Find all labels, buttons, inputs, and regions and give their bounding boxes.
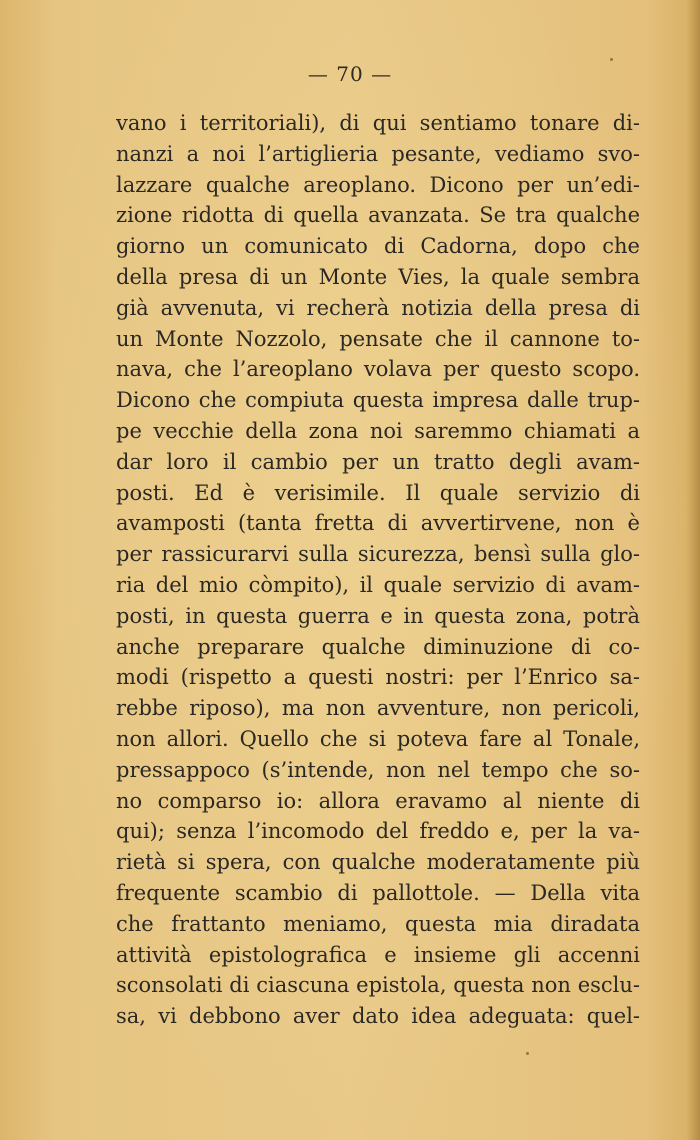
text-line: già avvenuta, vi recherà notizia della presa di — [116, 295, 640, 320]
text-line: un Monte Nozzolo, pensate che il cannone to- — [116, 326, 640, 351]
text-line: vano i territoriali), di qui sentiamo tonare di- — [116, 111, 640, 135]
text-line: dar loro il cambio per un tratto degli avam- — [116, 449, 640, 474]
paper-speck — [610, 58, 613, 61]
text-line: rebbe riposo), ma non avventure, non pericoli, — [116, 696, 640, 721]
text-line: giorno un comunicato di Cadorna, dopo che — [116, 234, 640, 259]
text-line: modi (rispetto a questi nostri: per l’Enrico sa- — [116, 665, 640, 690]
text-line: nanzi a noi l’artiglieria pesante, vediamo svo- — [116, 141, 640, 166]
text-line: della presa di un Monte Vies, la quale sembra — [116, 264, 640, 289]
text-line: Dicono che compiuta questa impresa dalle trup- — [116, 388, 640, 413]
text-line: pressappoco (s’intende, non nel tempo che so- — [116, 757, 640, 782]
text-line: avamposti (tanta fretta di avvertirvene, non è — [116, 511, 640, 536]
text-line: attività epistolografica e insieme gli accenni — [116, 942, 640, 967]
text-line: zione ridotta di quella avanzata. Se tra qualche — [116, 203, 640, 228]
text-line: per rassicurarvi sulla sicurezza, bensì sulla glo- — [116, 542, 640, 567]
page-number: — 70 — — [307, 62, 393, 86]
text-line: sconsolati di ciascuna epistola, questa non esclu- — [116, 973, 640, 998]
text-line: rietà si spera, con qualche moderatamente più — [116, 850, 640, 875]
text-line: posti. Ed è verisimile. Il quale servizio di — [116, 480, 640, 505]
text-line: posti, in questa guerra e in questa zona, potrà — [116, 603, 640, 628]
page-edge-shadow — [686, 0, 700, 1140]
text-line: non allori. Quello che si poteva fare al Tonale, — [116, 726, 640, 751]
text-line: anche preparare qualche diminuzione di co- — [116, 634, 640, 659]
text-line: pe vecchie della zona noi saremmo chiamati a — [116, 418, 640, 443]
text-line: ria del mio còmpito), il quale servizio di avam- — [116, 572, 640, 597]
body-text — [116, 108, 640, 1032]
text-line: frequente scambio di pallottole. — Della vita — [116, 880, 640, 905]
text-line: nava, che l’areoplano volava per questo scopo. — [116, 357, 640, 382]
text-line: sa, vi debbono aver dato idea adeguata: quel- — [116, 1004, 640, 1029]
text-line: no comparso io: allora eravamo al niente di — [116, 788, 640, 813]
paper-speck — [526, 1052, 529, 1055]
text-line: lazzare qualche areoplano. Dicono per un’edi- — [116, 172, 640, 197]
text-line: che frattanto meniamo, questa mia diradata — [116, 911, 640, 936]
text-line: qui); senza l’incomodo del freddo e, per la va- — [116, 819, 640, 844]
